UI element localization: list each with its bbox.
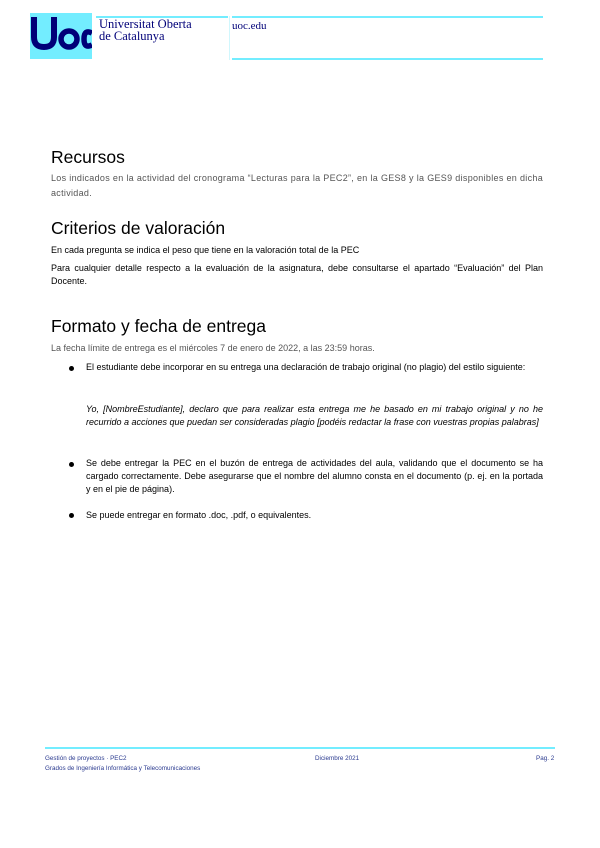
university-url[interactable]: uoc.edu bbox=[232, 20, 267, 32]
heading-criterios: Criterios de valoración bbox=[51, 218, 226, 238]
university-name bbox=[99, 18, 192, 42]
footer-page-number: Pag. 2 bbox=[536, 755, 555, 762]
formato-intro: La fecha límite de entrega es el miércoles 7 de enero de 2022, a las 23:59 horas. bbox=[51, 343, 375, 353]
heading-recursos: Recursos bbox=[51, 147, 125, 167]
bullet-icon bbox=[69, 513, 74, 518]
header-divider bbox=[229, 16, 230, 60]
header-rule-bottom bbox=[232, 58, 543, 60]
recursos-text: Los indicados en la actividad del cronograma “Lecturas para la PEC2”, en la GES8 y la GES9 disponibles en dicha actividad. bbox=[51, 173, 543, 198]
bullet-declaracion: El estudiante debe incorporar en su entrega una declaración de trabajo original (no plagio) del estilo siguiente: bbox=[86, 362, 526, 372]
footer-course: Gestión de proyectos · PEC2 bbox=[45, 755, 127, 762]
footer-degree: Grados de Ingeniería Informática y Telecomunicaciones bbox=[45, 765, 201, 772]
uoc-logo-icon bbox=[30, 13, 92, 59]
bullet-icon bbox=[69, 462, 74, 467]
declaration-text: Yo, [NombreEstudiante], declaro que para realizar esta entrega me he basado en mi trabajo original y no he recurrido a acciones que puedan ser consideradas plagio [podéis redactar la frase con vuestras propias palabras] bbox=[86, 404, 543, 427]
criterios-line1: En cada pregunta se indica el peso que tiene en la valoración total de la PEC bbox=[51, 245, 360, 255]
criterios-line2: Para cualquier detalle respecto a la evaluación de la asignatura, debe consultarse el apartado “Evaluación” del Plan Docente. bbox=[51, 263, 543, 286]
header-rule-right bbox=[232, 16, 543, 18]
footer-date: Diciembre 2021 bbox=[315, 755, 360, 762]
university-name-line2: de Catalunya bbox=[99, 29, 165, 43]
footer-rule bbox=[45, 747, 555, 749]
heading-formato: Formato y fecha de entrega bbox=[51, 316, 266, 336]
bullet-buzon: Se debe entregar la PEC en el buzón de entrega de actividades del aula, validando que el documento se ha cargado correctamente. Debe asegurarse que el nombre del alumno consta en el documento (p. ej. en la portada y en el pie de página). bbox=[86, 458, 543, 494]
bullet-formato: Se puede entregar en formato .doc, .pdf, o equivalentes. bbox=[86, 510, 312, 520]
university-name-line1: Universitat Oberta bbox=[99, 17, 192, 31]
bullet-icon bbox=[69, 366, 74, 371]
uoc-logo bbox=[30, 13, 92, 59]
